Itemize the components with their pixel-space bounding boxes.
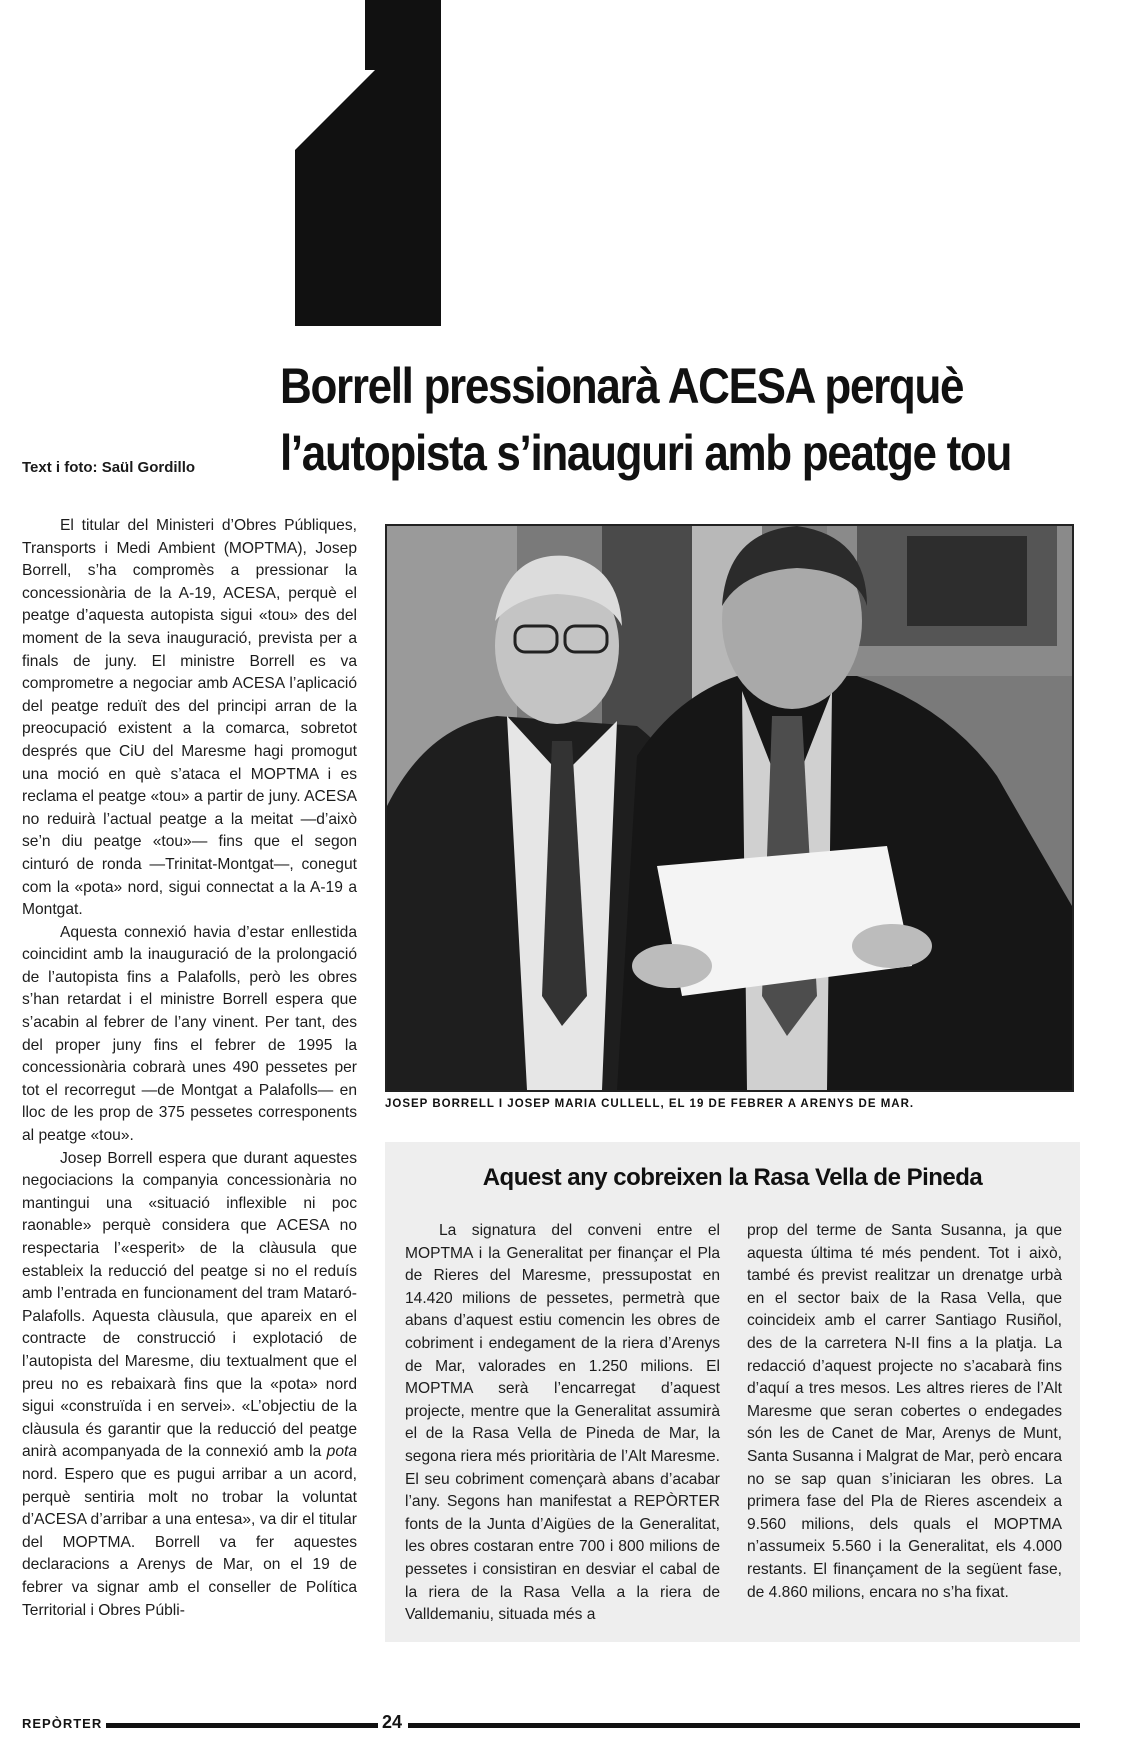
body-paragraph-2: Aquesta connexió havia d’estar enllestida coincidint amb la inauguració de la prolongació de l’autopista fins a Palafolls, però les obres s’han retardat i el ministre Borrell espera que s’acabin al febrer de l’any vinent. Per tant, des del proper juny fins el febrer de 1995 la concessionària cobrarà unes 490 pessetes per tot el recorregut —de Montgat a Palafolls— en lloc de les prop de 375 pessetes corresponents al peatge «tou». bbox=[22, 923, 357, 1145]
page-footer bbox=[22, 1714, 1082, 1736]
section-marker-triangle bbox=[295, 70, 375, 150]
headline-line-2: l’autopista s’inauguri amb peatge tou bbox=[280, 425, 1012, 481]
headline-line-1: Borrell pressionarà ACESA perquè bbox=[280, 358, 964, 414]
footer-rule-left bbox=[106, 1723, 378, 1728]
sidebar-title: Aquest any cobreixen la Rasa Vella de Pineda bbox=[482, 1164, 983, 1191]
body-paragraph-3-part-b: nord. Espero que es pugui arribar a un acord, perquè sentiria molt no trobar la voluntat d’ACESA d’arribar a una entesa», va dir el titular del MOPTMA. Borrell va fer aquestes declaracions a Arenys de Mar, on el 19 de febrer va signar amb el conseller de Política Territorial i Obres Públi- bbox=[22, 1465, 357, 1619]
publication-name: REPÒRTER bbox=[22, 1716, 103, 1731]
footer-rule-right bbox=[408, 1723, 1080, 1728]
sidebar-box bbox=[385, 1142, 1080, 1642]
section-marker-notch bbox=[295, 0, 365, 70]
sidebar-column-1: La signatura del conveni entre el MOPTMA i la Generalitat per finançar el Pla de Rieres del Maresme, pressupostat en 14.420 milions de pessetes, permetrà que abans d’aquest estiu comencin les obres de cobriment i endegament de la riera d’Arenys de Mar, valorades en 1.250 milions. El MOPTMA serà l’encarregat d’aquest projecte, mentre que la Generalitat assumirà el de la Rasa Vella de Pineda de Mar, la segona riera més prioritària de l’Alt Maresme. El seu cobriment començarà abans d’acabar l’any. Segons han manifestat a REPÒRTER fonts de la Junta d’Aigües de la Generalitat, les obres costaran entre 700 i 800 milions de pessetes i consistiran en desviar el cabal de la riera de la Rasa Vella a la riera de Valldemaniu, situada més a bbox=[405, 1222, 720, 1624]
news-photo bbox=[385, 524, 1074, 1092]
body-paragraph-1: El titular del Ministeri d’Obres Públiques, Transports i Medi Ambient (MOPTMA), Josep Borrell, s’ha compromès a pressionar la concessionària de la A-19, ACESA, perquè el peatge d’aquesta autopista sigui «tou» des del moment de la seva inauguració, prevista per a finals de juny. El ministre Borrell es va comprometre a negociar amb ACESA l’aplicació del peatge reduït des del principi arran de la preocupació existent a la comarca, sobretot després que CiU del Maresme hagi promogut una moció en què s’ataca el MOPTMA i es reclama el peatge «tou» a partir de juny. ACESA no reduirà l’actual peatge a la meitat —d’això se’n diu peatge «tou»— fins que el segon cinturó de ronda —Trinitat-Montgat—, conegut com la «pota» nord, sigui connectat a la A-19 a Montgat. bbox=[22, 517, 357, 919]
article-body bbox=[22, 515, 357, 1622]
body-paragraph-3 bbox=[22, 1148, 357, 1622]
article-headline bbox=[280, 353, 1010, 487]
photo-illustration bbox=[387, 526, 1072, 1090]
body-paragraph-3-emphasis: pota bbox=[326, 1443, 357, 1461]
sidebar-column-2: prop del terme de Santa Susanna, ja que aquesta última té més pendent. Tot i això, també és previst realitzar un drenatge urbà en el sector baix de la Rasa Vella, que coincideix amb el carrer Santiago Rusiñol, des de la carretera N-II fins a la platja. La redacció d’aquest projecte no s’acabarà fins d’aquí a tres mesos. Les altres rieres de l’Alt Maresme que seran cobertes o endegades són les de Canet de Mar, Arenys de Munt, Santa Susanna i Malgrat de Mar, però encara no se sap quan s’iniciaran les obres. La primera fase del Pla de Rieres ascendeix a 9.560 milions, dels quals el MOPTMA n’assumeix 5.560 i la Generalitat, els 4.000 restants. El finançament de la següent fase, de 4.860 milions, encara no s’ha fixat. bbox=[747, 1222, 1062, 1601]
byline: Text i foto: Saül Gordillo bbox=[22, 459, 196, 476]
page-number: 24 bbox=[382, 1712, 403, 1732]
body-paragraph-3-part-a: Josep Borrell espera que durant aquestes negociacions la companyia concessionària no mantingui una «situació inflexible ni poc raonable» perquè considera que ACESA no respectaria l’«esperit» de la clàusula que estableix la reducció del peatge si no el reduís amb l’entrada en funcionament del tram Mataró-Palafolls. Aquesta clàusula, que apareix en el contracte de construcció i explotació de l’autopista del Maresme, diu textualment que el preu no es rebaixarà fins que la «pota» nord sigui «construïda i en servei». «L’objectiu de la clàusula és garantir que la reducció del peatge anirà acompanyada de la connexió amb la bbox=[22, 1149, 357, 1461]
photo-caption: JOSEP BORRELL I JOSEP MARIA CULLELL, EL 19 DE FEBRER A ARENYS DE MAR. bbox=[385, 1098, 915, 1110]
